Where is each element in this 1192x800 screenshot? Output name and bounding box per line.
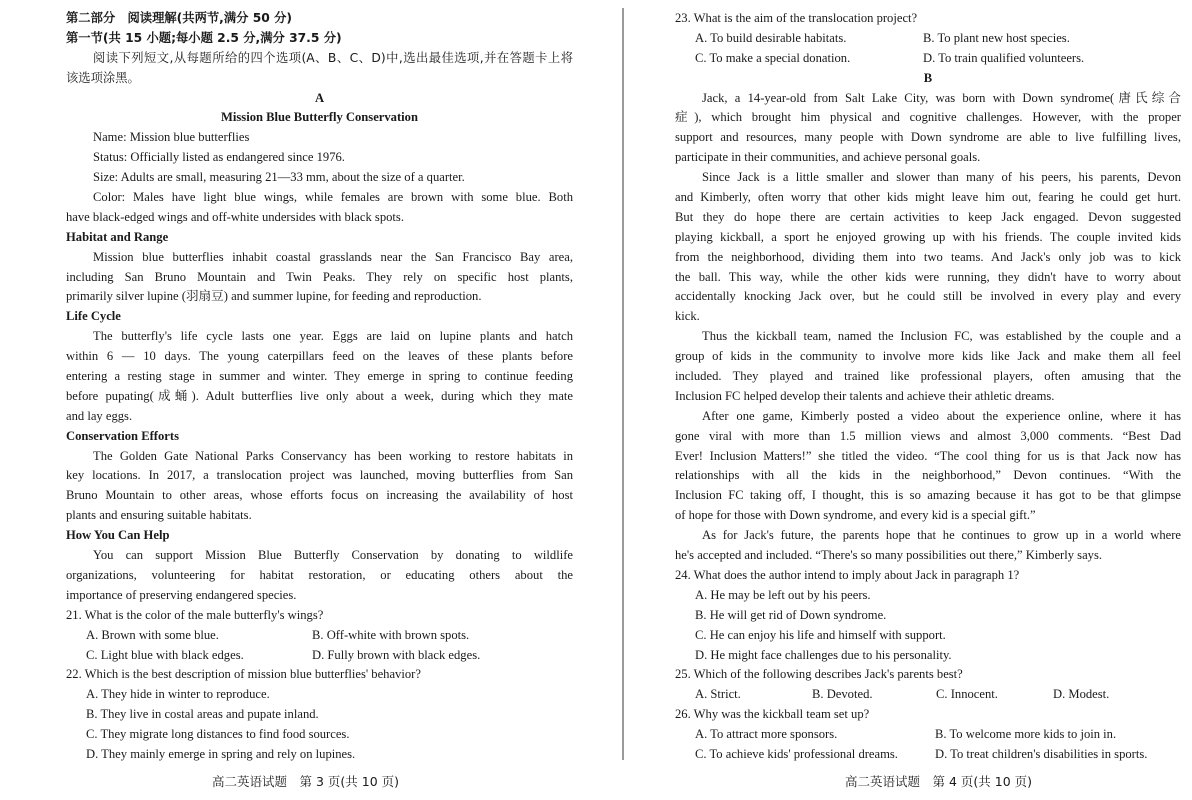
question-26-option-c[interactable]: C. To achieve kids' professional dreams.	[695, 746, 898, 761]
question-26-stem: 26. Why was the kickball team set up?	[675, 707, 870, 722]
body-line: accidentally knocking Jack over, but he could still be involved in every play and every	[675, 289, 1181, 304]
question-24-option-c[interactable]: C. He can enjoy his life and himself with support.	[695, 627, 946, 642]
body-line: Since Jack is a little smaller and slower than many of his peers, his parents, Devon	[702, 170, 1181, 185]
body-line: plants and ensuring suitable habitats.	[66, 508, 252, 523]
body-line: The butterfly's life cycle lasts one year. Eggs are laid on lupine plants and hatch	[93, 329, 573, 344]
body-line: he's accepted and included. “There's so many possibilities out there,” Kimberly says.	[675, 548, 1103, 563]
section-title: 第二部分 阅读理解(共两节,满分 50 分)	[66, 11, 293, 25]
question-25-stem: 25. Which of the following describes Jack's parents best?	[675, 667, 963, 682]
body-line: primarily silver lupine (羽扇豆) and summer lupine, for feeding and reproduction.	[66, 289, 482, 304]
fact-color-cont: have black-edged wings and off-white undersides with black spots.	[66, 209, 404, 224]
passage-letter: B	[923, 70, 933, 85]
question-24-option-b[interactable]: B. He will get rid of Down syndrome.	[695, 607, 887, 622]
body-line: of hope for those with Down syndrome, and every kid is a special gift.”	[675, 508, 1036, 523]
exam-page-4	[675, 9, 1181, 765]
question-21-stem: 21. What is the color of the male butterfly's wings?	[66, 607, 324, 622]
section-heading: Conservation Efforts	[66, 428, 179, 443]
body-line: key locations. In 2017, a translocation project was launched, moving butterflies from San	[66, 468, 573, 483]
body-line: entering a resting stage in summer and winter. They emerge in spring to continue feeding	[66, 369, 573, 384]
fact-color: Color: Males have light blue wings, while females are brown with some blue. Both	[93, 190, 573, 205]
body-line: But they do hope there are certain activities to keep Jack engaged. Devon suggested	[675, 209, 1181, 224]
question-22-option-d[interactable]: D. They mainly emerge in spring and rely on lupines.	[86, 746, 356, 761]
question-25-option-d[interactable]: D. Modest.	[1053, 687, 1110, 702]
section-heading: Life Cycle	[66, 309, 121, 324]
body-line: within 6 — 10 days. The young caterpillars feed on the leaves of these plants before	[66, 349, 573, 364]
body-line: importance of preserving endangered species.	[66, 587, 297, 602]
question-21-option-d[interactable]: D. Fully brown with black edges.	[312, 647, 481, 662]
question-23-option-d[interactable]: D. To train qualified volunteers.	[923, 50, 1085, 65]
instructions-line-1: 阅读下列短文,从每题所给的四个选项(A、B、C、D)中,选出最佳选项,并在答题卡上将	[93, 50, 573, 65]
page-footer-3: 高二英语试题 第 3 页(共 10 页)	[212, 774, 400, 789]
body-line: including San Bruno Mountain and Twin Peaks. They rely on specific host plants,	[66, 269, 573, 284]
question-25-options-row	[675, 685, 1181, 705]
body-line: and Kimberly, often worry that other kids might leave him out, fearing he could get hurt.	[675, 190, 1181, 205]
question-22-option-a[interactable]: A. They hide in winter to reproduce.	[86, 687, 270, 702]
question-21-option-c[interactable]: C. Light blue with black edges.	[86, 647, 244, 662]
question-26-options-row-2	[675, 745, 1181, 765]
passage-letter: A	[314, 90, 325, 105]
body-line: gone viral with more than 1.5 million views and almost 3,000 comments. “Best Dad	[675, 428, 1181, 443]
body-line: and lay eggs.	[66, 408, 133, 423]
question-23-option-b[interactable]: B. To plant new host species.	[923, 30, 1070, 45]
body-line: group of kids in the community to involve more kids like Jack and make them all feel	[675, 349, 1181, 364]
body-line: Inclusion FC taking off, I thought, this is so amazing because it has got to be that glimpse	[675, 488, 1181, 503]
body-line: kick.	[675, 309, 700, 324]
question-22-option-c[interactable]: C. They migrate long distances to find food sources.	[86, 727, 350, 742]
section-heading: Habitat and Range	[66, 229, 169, 244]
question-23-options-row-1	[675, 29, 1181, 49]
question-21-options-row-2	[66, 646, 573, 666]
question-22-option-b[interactable]: B. They live in costal areas and pupate inland.	[86, 707, 319, 722]
passage-title: Mission Blue Butterfly Conservation	[221, 110, 418, 125]
body-line: before pupating(成蛹). Adult butterflies live only about a week, during which they mate	[66, 388, 573, 403]
body-line: support and resources, many people with Down syndrome are able to live fulfilling lives,	[675, 130, 1181, 145]
question-26-option-a[interactable]: A. To attract more sponsors.	[695, 727, 838, 742]
fact-name: Name: Mission blue butterflies	[93, 130, 250, 145]
body-line: Thus the kickball team, named the Inclusion FC, was established by the couple and a	[702, 329, 1181, 344]
question-23-options-row-2	[675, 49, 1181, 69]
question-25-option-c[interactable]: C. Innocent.	[936, 687, 998, 702]
question-24-option-a[interactable]: A. He may be left out by his peers.	[695, 587, 871, 602]
question-21-option-b[interactable]: B. Off-white with brown spots.	[312, 627, 470, 642]
body-line: Jack, a 14-year-old from Salt Lake City, was born with Down syndrome(唐氏综合	[702, 90, 1181, 105]
fact-status: Status: Officially listed as endangered since 1976.	[93, 150, 345, 165]
page-footer-4: 高二英语试题 第 4 页(共 10 页)	[845, 774, 1033, 789]
body-line: playing kickball, a sport he enjoyed growing up with his friends. The couple invited kids	[675, 229, 1181, 244]
exam-page-3	[66, 9, 573, 765]
instructions-line-2: 该选项涂黑。	[66, 70, 140, 85]
question-23-option-a[interactable]: A. To build desirable habitats.	[695, 30, 847, 45]
question-24-option-d[interactable]: D. He might face challenges due to his personality.	[695, 647, 952, 662]
body-line: You can support Mission Blue Butterfly Conservation by donating to wildlife	[93, 548, 573, 563]
body-line: participate in their communities, and achieve personal goals.	[675, 150, 981, 165]
question-26-option-b[interactable]: B. To welcome more kids to join in.	[935, 727, 1117, 742]
body-line: the ball. This way, while the other kids were running, they didn't have to worry about	[675, 269, 1181, 284]
body-line: relationships with all the kids in the neighborhood,” Devon continues. “With the	[675, 468, 1181, 483]
question-21-options-row-1	[66, 626, 573, 646]
section-heading: How You Can Help	[66, 528, 170, 543]
question-21-option-a[interactable]: A. Brown with some blue.	[86, 627, 219, 642]
body-line: 症), which brought him physical and cognitive challenges. However, with the proper	[675, 110, 1181, 125]
body-line: After one game, Kimberly posted a video about the experience online, where it has	[702, 408, 1181, 423]
question-25-option-a[interactable]: A. Strict.	[695, 687, 741, 702]
page-divider	[622, 8, 624, 760]
body-line: organizations, volunteering for habitat restoration, or educating others about the	[66, 567, 573, 582]
question-22-stem: 22. Which is the best description of mission blue butterflies' behavior?	[66, 667, 421, 682]
body-line: Bruno Mountain to other areas, whose efforts focus on increasing the availability of host	[66, 488, 573, 503]
subsection-title: 第一节(共 15 小题;每小题 2.5 分,满分 37.5 分)	[66, 30, 342, 45]
question-23-stem: 23. What is the aim of the translocation project?	[675, 11, 918, 25]
question-24-stem: 24. What does the author intend to imply about Jack in paragraph 1?	[675, 567, 1020, 582]
question-26-options-row-1	[675, 725, 1181, 745]
body-line: Mission blue butterflies inhabit coastal grasslands near the San Francisco Bay area,	[93, 249, 573, 264]
fact-size: Size: Adults are small, measuring 21—33 mm, about the size of a quarter.	[93, 170, 465, 185]
question-23-option-c[interactable]: C. To make a special donation.	[695, 50, 851, 65]
question-26-option-d[interactable]: D. To treat children's disabilities in sports.	[935, 746, 1148, 761]
body-line: The Golden Gate National Parks Conservancy has been working to restore habitats in	[93, 448, 573, 463]
body-line: from the neighborhood, dividing them into two teams. And Jack's only job was to kick	[675, 249, 1181, 264]
body-line: As for Jack's future, the parents hope that he continues to grow up in a world where	[702, 528, 1181, 543]
question-25-option-b[interactable]: B. Devoted.	[812, 687, 873, 702]
body-line: included. They played and trained like professional players, often amusing that the	[675, 369, 1181, 384]
body-line: Ever! Inclusion Matters!” she titled the video. “The cool thing for us is that Jack now has	[675, 448, 1181, 463]
body-line: Inclusion FC helped develop their talents and achieve their athletic dreams.	[675, 388, 1055, 403]
